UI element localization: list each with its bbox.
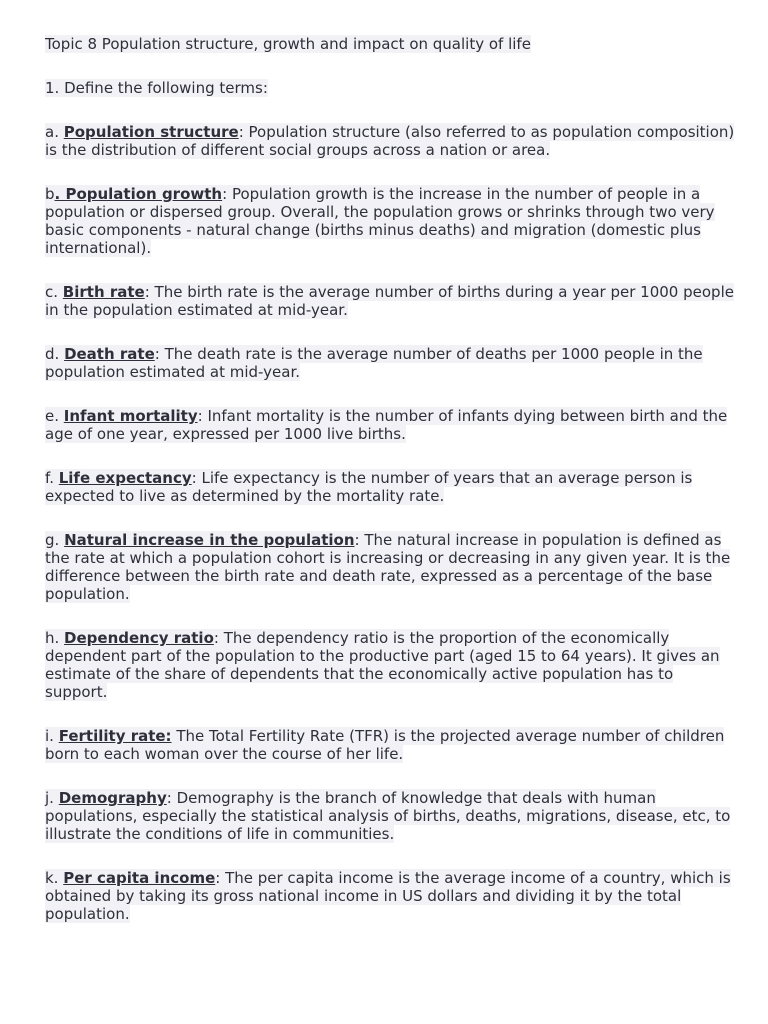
entry-prefix: i. (45, 727, 59, 745)
entry-prefix: g. (45, 531, 65, 549)
definition-entry-c (45, 283, 735, 319)
definition-entry-i (45, 727, 735, 763)
definition-entry-a (45, 123, 735, 159)
entry-separator: : (144, 283, 155, 301)
entry-separator: : (222, 185, 232, 203)
entry-definition: Demography is the branch of knowledge that deals with human populations, especially the statistical analysis of births, deaths, migrations, disease, etc, to illustrate the conditions of life in communities. (45, 789, 731, 843)
entry-separator: : (354, 531, 365, 549)
definition-entry-k (45, 869, 735, 923)
definition-entry-e (45, 407, 735, 443)
entry-separator: : (166, 789, 177, 807)
entry-term: Death rate (64, 345, 155, 363)
entry-prefix: a. (45, 123, 64, 141)
entry-definition: The dependency ratio is the proportion of the economically dependent part of the population to the productive part (aged 15 to 64 years). It gives an estimate of the share of dependents that the economically active population has to support. (45, 629, 720, 701)
entry-prefix: f. (45, 469, 59, 487)
entry-separator: : (215, 869, 226, 887)
entry-definition: The per capita income is the average income of a country, which is obtained by taking its gross national income in US dollars and dividing it by the total population. (45, 869, 731, 923)
entry-term: Natural increase in the population (64, 531, 355, 549)
entry-definition: The natural increase in population is defined as the rate at which a population cohort is increasing or decreasing in any given year. It is the difference between the birth rate and death rate, expressed as a percentage of the base population. (45, 531, 731, 603)
document-title-text: Topic 8 Population structure, growth and impact on quality of life (45, 35, 531, 53)
document-title (45, 35, 735, 53)
entry-prefix: b (45, 185, 55, 203)
entry-definition: Life expectancy is the number of years that an average person is expected to live as determined by the mortality rate. (45, 469, 693, 505)
entry-prefix: e. (45, 407, 64, 425)
definition-entry-h (45, 629, 735, 701)
entry-definition: Infant mortality is the number of infants dying between birth and the age of one year, expressed per 1000 live births. (45, 407, 728, 443)
entry-definition: Population growth is the increase in the number of people in a population or dispersed group. Overall, the population grows or shrinks through two very basic components - natural change (births minus deaths) and migration (domestic plus international). (45, 185, 715, 257)
definition-entry-d (45, 345, 735, 381)
entry-term: Demography (58, 789, 167, 807)
entry-term: Infant mortality (63, 407, 198, 425)
entry-prefix: d. (45, 345, 65, 363)
definition-entry-g (45, 531, 735, 603)
entry-separator: : (238, 123, 249, 141)
entry-term: Birth rate (62, 283, 145, 301)
entry-definition: Population structure (also referred to as population composition) is the distribution of different social groups across a nation or area. (45, 123, 735, 159)
question-intro-text: 1. Define the following terms: (45, 79, 268, 97)
entry-prefix: k. (45, 869, 64, 887)
entry-term: Dependency ratio (64, 629, 214, 647)
definition-entry-j (45, 789, 735, 843)
question-intro (45, 79, 735, 97)
entry-separator: : (154, 345, 165, 363)
entry-prefix: j. (45, 789, 59, 807)
entry-separator: : (197, 407, 208, 425)
entry-term: Fertility rate: (58, 727, 172, 745)
entry-prefix: h. (45, 629, 65, 647)
entry-separator: : (191, 469, 202, 487)
entry-definition: The Total Fertility Rate (TFR) is the projected average number of children born to each woman over the course of her life. (45, 727, 725, 763)
entry-definition: The birth rate is the average number of births during a year per 1000 people in the population estimated at mid-year. (45, 283, 734, 319)
definition-entry-f (45, 469, 735, 505)
entry-term: Population structure (63, 123, 239, 141)
entry-term: . Population growth (54, 185, 223, 203)
entry-definition: The death rate is the average number of deaths per 1000 people in the population estimated at mid-year. (45, 345, 703, 381)
document-page (45, 35, 735, 949)
entry-term: Life expectancy (58, 469, 192, 487)
entry-term: Per capita income (63, 869, 216, 887)
entry-prefix: c. (45, 283, 63, 301)
entry-separator: : (213, 629, 224, 647)
definition-entry-b (45, 185, 735, 257)
